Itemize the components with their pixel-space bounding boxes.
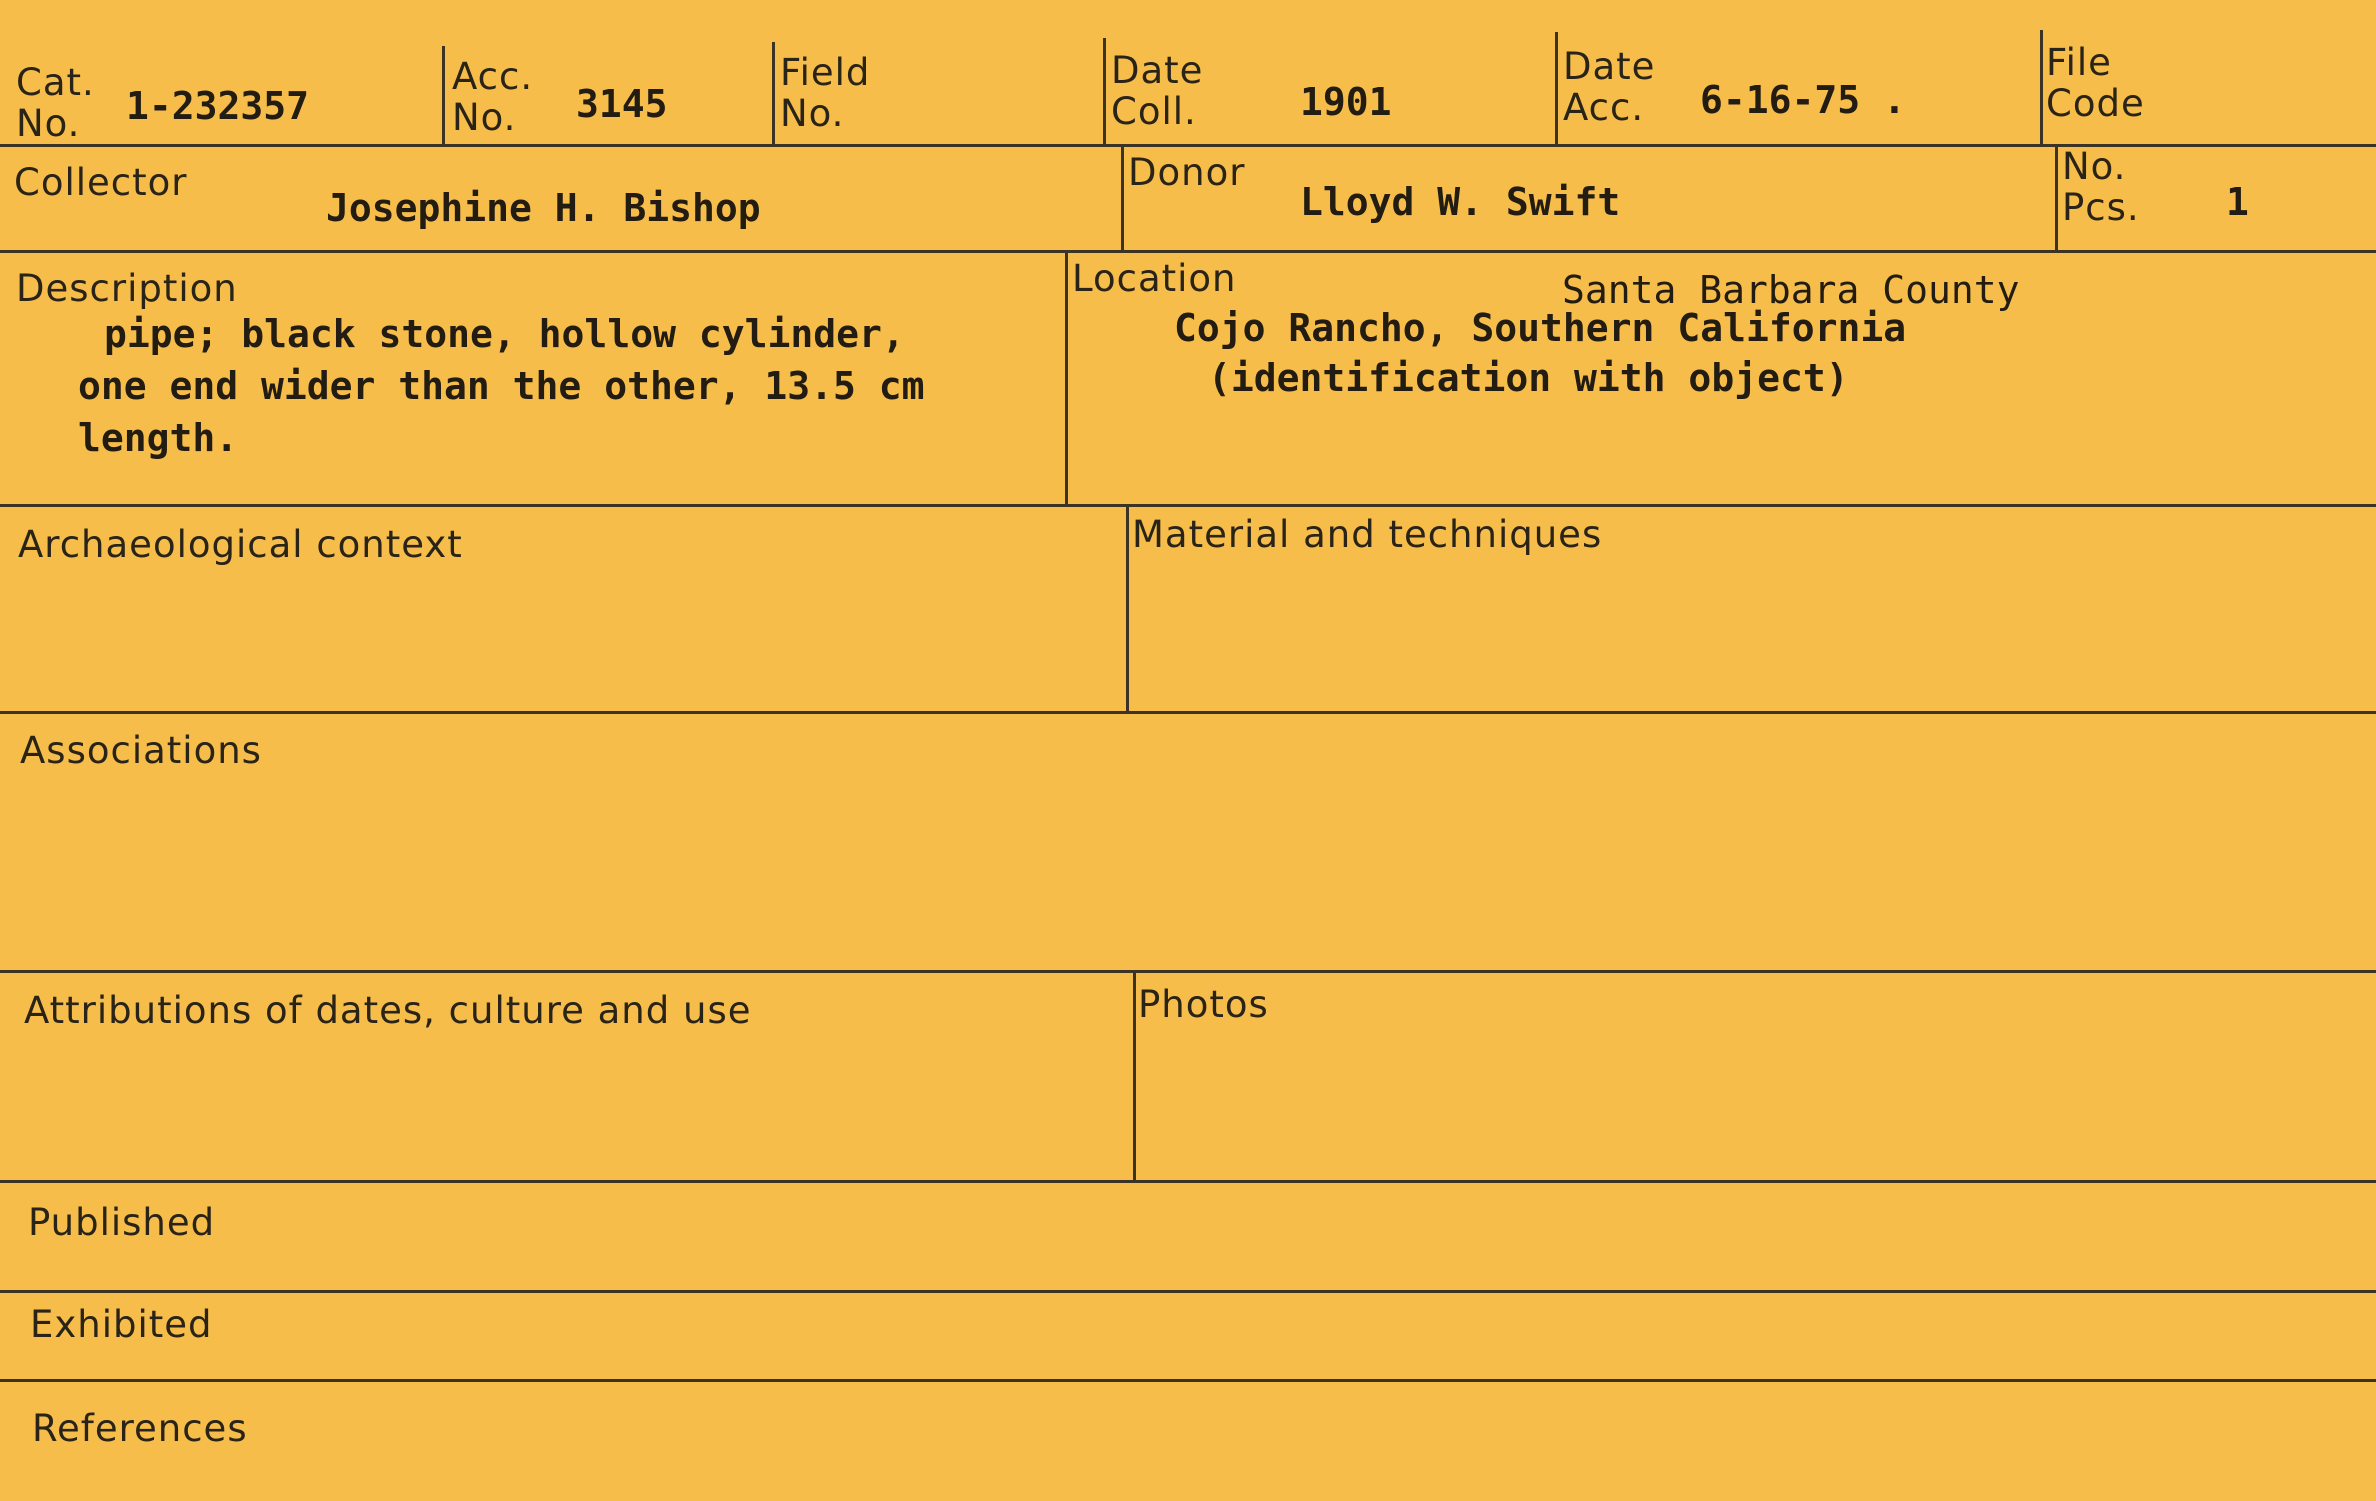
rule-exhibited-row (0, 1379, 2376, 1382)
divider-collector-donor (1121, 146, 1124, 252)
rule-published-row (0, 1290, 2376, 1293)
photos-label: Photos (1138, 983, 1269, 1026)
rule-attributions-row (0, 1180, 2376, 1183)
references-label: References (32, 1407, 248, 1450)
description-line: length. (78, 416, 239, 460)
divider-field-date (1103, 38, 1106, 146)
rule-description-row (0, 504, 2376, 507)
archaeological-context-label: Archaeological context (18, 523, 463, 566)
cat-no-label: Cat. No. (16, 61, 95, 146)
file-code-label: File Code (2046, 41, 2145, 126)
published-label: Published (28, 1201, 216, 1244)
cat-no-value: 1-232357 (126, 84, 310, 128)
date-coll-label: Date Coll. (1111, 49, 1204, 134)
collector-value: Josephine H. Bishop (326, 186, 761, 230)
attributions-label: Attributions of dates, culture and use (24, 989, 752, 1032)
material-techniques-label: Material and techniques (1132, 513, 1603, 556)
associations-label: Associations (20, 729, 262, 772)
divider-donor-pcs (2055, 146, 2058, 252)
divider-acc-field (772, 42, 775, 146)
collector-label: Collector (14, 161, 188, 204)
field-no-label: Field No. (780, 51, 871, 136)
acc-no-value: 3145 (576, 82, 668, 126)
date-coll-value: 1901 (1300, 80, 1392, 124)
location-label: Location (1072, 257, 1237, 300)
rule-collector-row (0, 250, 2376, 253)
divider-attributions-photos (1133, 972, 1136, 1182)
donor-value: Lloyd W. Swift (1300, 180, 1621, 224)
divider-datecoll-dateacc (1555, 32, 1558, 146)
donor-label: Donor (1128, 151, 1246, 194)
divider-dateacc-file (2040, 30, 2043, 146)
divider-context-material (1126, 506, 1129, 713)
divider-description-location (1065, 252, 1068, 506)
rule-context-row (0, 711, 2376, 714)
rule-top-row (0, 144, 2376, 147)
no-pcs-label: No. Pcs. (2062, 145, 2140, 230)
date-acc-value: 6-16-75 . (1700, 78, 1906, 122)
location-line: (identification with object) (1208, 356, 1849, 400)
description-line: pipe; black stone, hollow cylinder, (104, 312, 905, 356)
divider-cat-acc (442, 46, 445, 146)
exhibited-label: Exhibited (30, 1303, 213, 1346)
description-label: Description (16, 267, 238, 310)
description-line: one end wider than the other, 13.5 cm (78, 364, 925, 408)
no-pcs-value: 1 (2226, 180, 2249, 224)
location-line: Santa Barbara County (1562, 268, 2020, 312)
location-line: Cojo Rancho, Southern California (1174, 306, 1907, 350)
rule-associations-row (0, 970, 2376, 973)
acc-no-label: Acc. No. (452, 55, 534, 140)
date-acc-label: Date Acc. (1563, 45, 1656, 130)
